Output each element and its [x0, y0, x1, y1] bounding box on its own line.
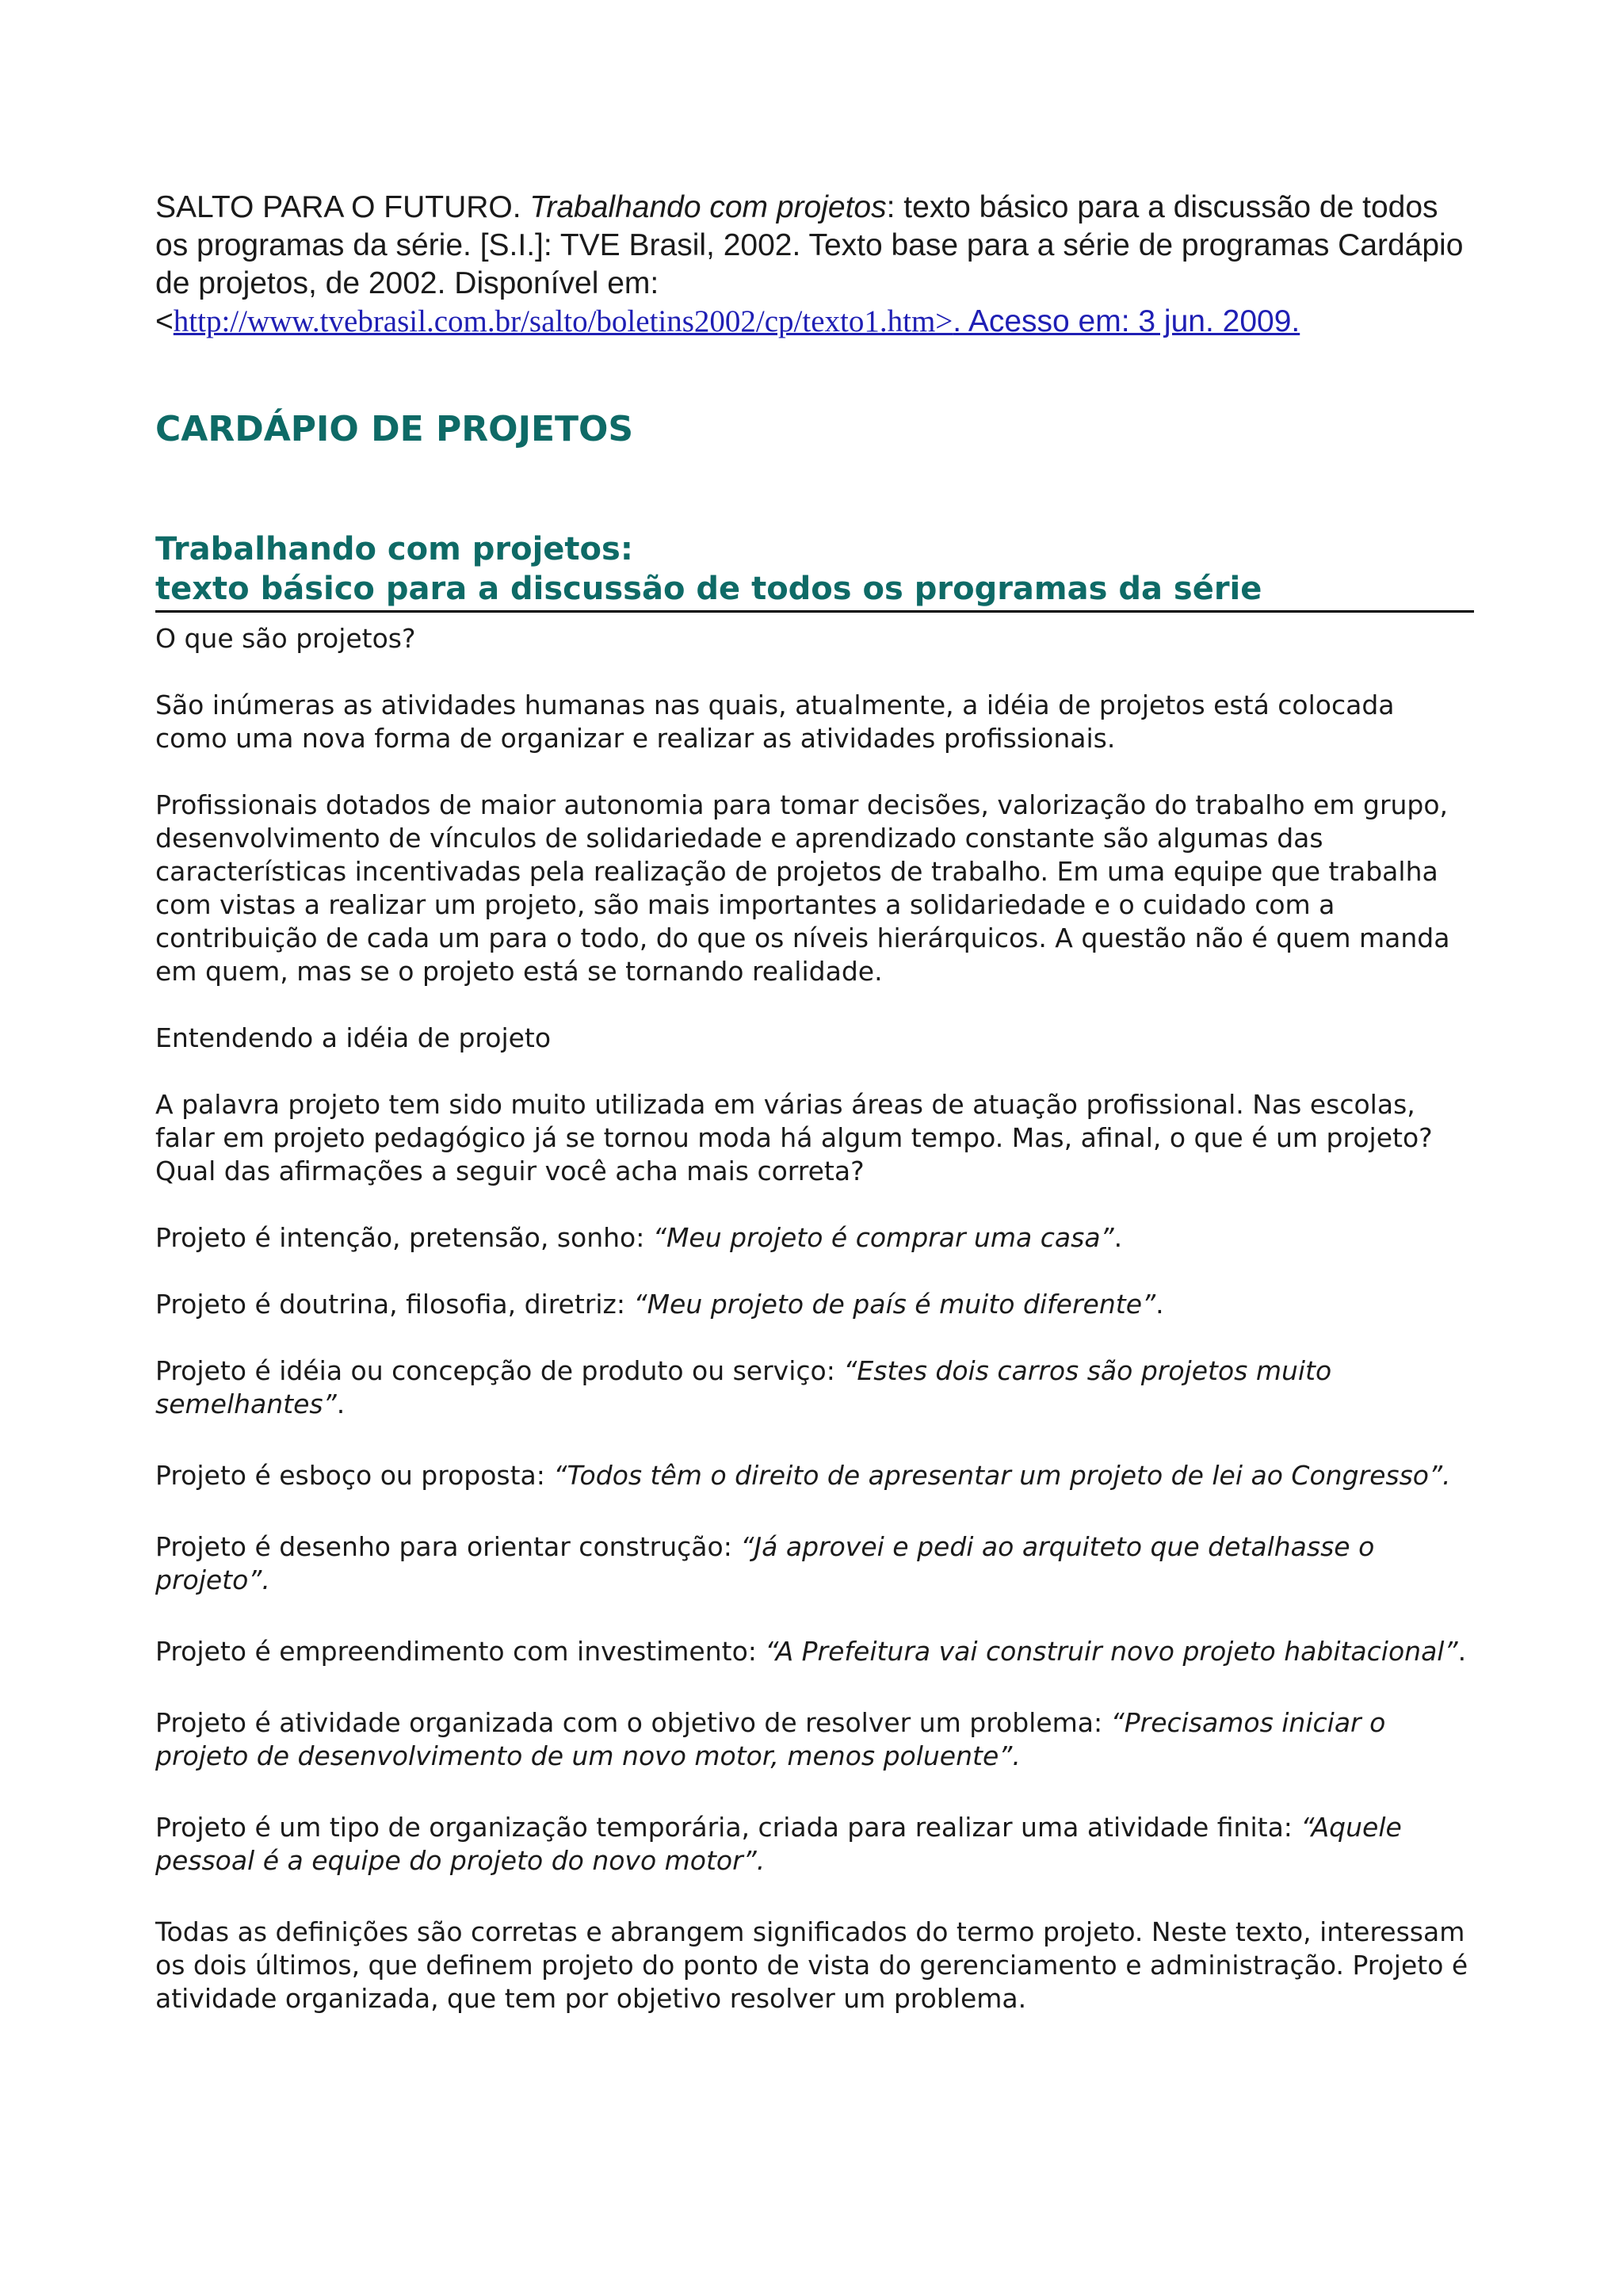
document-page [155, 189, 1474, 2015]
definition-quote: “Aquele pessoal é a equipe do projeto do novo motor”. [155, 1812, 1402, 1876]
paragraph: São inúmeras as atividades humanas nas quais, atualmente, a idéia de projetos está colocada como uma nova forma de organizar e realizar as atividades profissionais. [155, 690, 1395, 754]
definition-lead: Projeto é doutrina, filosofia, diretriz: [155, 1289, 634, 1320]
definition-end: . [336, 1389, 346, 1419]
definition-item [155, 1354, 1474, 1421]
citation-title: Trabalhando com projetos [529, 190, 887, 224]
definition-lead: Projeto é esboço ou proposta: [155, 1460, 554, 1491]
subtitle-line-2: texto básico para a discussão de todos os programas da série [155, 571, 1262, 607]
definition-quote: “Meu projeto é comprar uma casa” [652, 1222, 1114, 1253]
definition-lead: Projeto é um tipo de organização temporária, criada para realizar uma atividade finita: [155, 1812, 1301, 1843]
definition-lead: Projeto é atividade organizada com o objetivo de resolver um problema: [155, 1707, 1111, 1738]
citation-url-link[interactable]: http://www.tvebrasil.com.br/salto/boletins2002/cp/texto1.htm> [173, 304, 953, 338]
definition-lead: Projeto é desenho para orientar construção: [155, 1531, 741, 1562]
definition-end: . [1457, 1636, 1467, 1667]
main-title: CARDÁPIO DE PROJETOS [155, 409, 634, 449]
definition-item [155, 1288, 1474, 1321]
citation-access-date: . Acesso em: 3 jun. 2009. [953, 304, 1300, 338]
definition-lead: Projeto é intenção, pretensão, sonho: [155, 1222, 653, 1253]
definition-end: . [1113, 1222, 1123, 1253]
citation-lt: < [155, 304, 174, 338]
subtitle-line-1: Trabalhando com projetos: [155, 531, 633, 567]
definition-quote: “Todos têm o direito de apresentar um projeto de lei ao Congresso”. [553, 1460, 1451, 1491]
reference-citation [155, 189, 1474, 341]
definition-item [155, 1706, 1474, 1773]
definition-item [155, 1811, 1474, 1878]
definition-quote: “Já aprovei e pedi ao arquiteto que detalhasse o projeto”. [155, 1531, 1375, 1595]
paragraph: Todas as definições são corretas e abrangem significados do termo projeto. Neste texto, interessam os dois últimos, que definem projeto do ponto de vista do gerenciamento e administração. Projeto é atividade organizada, que tem por objetivo resolver um problema. [155, 1916, 1468, 2014]
question-heading: Entendendo a idéia de projeto [155, 1022, 552, 1053]
definition-quote: “Precisamos iniciar o projeto de desenvolvimento de um novo motor, menos poluente”. [155, 1707, 1386, 1771]
definition-end: . [1155, 1289, 1164, 1320]
body-text [155, 622, 1474, 2015]
paragraph: Profissionais dotados de maior autonomia para tomar decisões, valorização do trabalho em grupo, desenvolvimento de vínculos de solidariedade e aprendizado constante são algumas das características incentivadas pela realização de projetos de trabalho. Em uma equipe que trabalha com vistas a realizar um projeto, são mais importantes a solidariedade e o cuidado com a contribuição de cada um para o todo, do que os níveis hierárquicos. A questão não é quem manda em quem, mas se o projeto está se tornando realidade. [155, 789, 1450, 987]
definition-quote: “Meu projeto de país é muito diferente” [633, 1289, 1156, 1320]
paragraph: A palavra projeto tem sido muito utilizada em várias áreas de atuação profissional. Nas escolas, falar em projeto pedagógico já se tornou moda há algum tempo. Mas, afinal, o que é um projeto? Qual das afirmações a seguir você acha mais correta? [155, 1089, 1433, 1186]
definition-item [155, 1221, 1474, 1255]
definition-quote: “Estes dois carros são projetos muito semelhantes” [155, 1355, 1332, 1419]
citation-author: SALTO PARA O FUTURO. [155, 190, 530, 224]
question-heading: O que são projetos? [155, 623, 416, 654]
definition-lead: Projeto é empreendimento com investimento: [155, 1636, 766, 1667]
citation-details: : texto básico para a discussão de todos os programas da série. [S.I.]: TVE Brasil, 2002. Texto base para a série de programas Cardápio de projetos, de 2002. Disponível em: [155, 190, 1464, 300]
definition-item [155, 1459, 1474, 1492]
definition-lead: Projeto é idéia ou concepção de produto ou serviço: [155, 1355, 844, 1386]
definition-item [155, 1635, 1474, 1668]
definition-item [155, 1530, 1474, 1597]
definition-quote: “A Prefeitura vai construir novo projeto habitacional” [765, 1636, 1458, 1667]
section-subtitle [155, 529, 1474, 613]
